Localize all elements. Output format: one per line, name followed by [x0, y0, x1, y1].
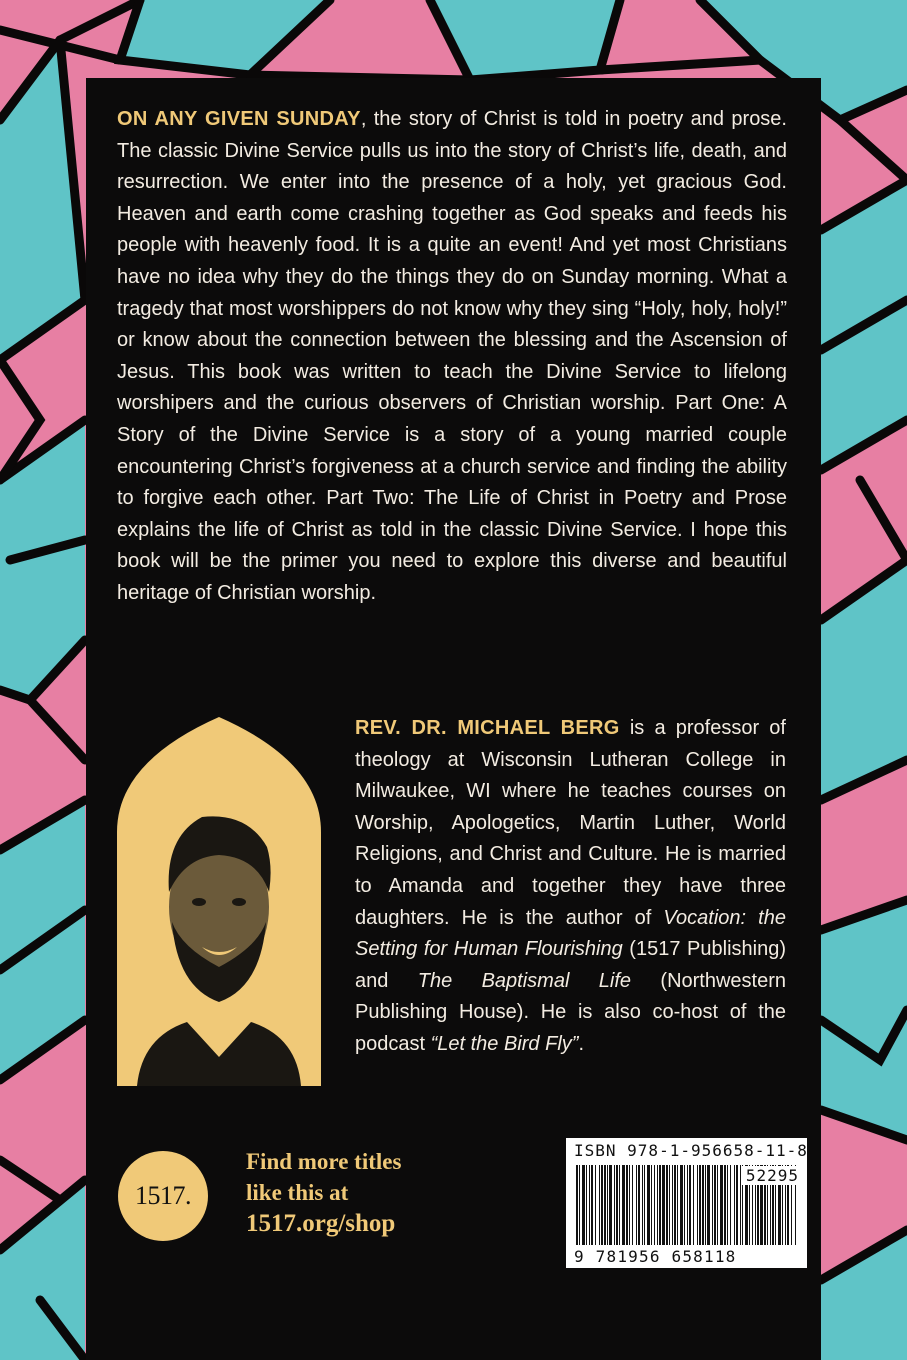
author-portrait — [117, 717, 321, 1086]
publisher-logo-text: 1517. — [135, 1181, 191, 1210]
podcast-title: “Let the Bird Fly” — [430, 1032, 579, 1055]
price-code: 52295 — [742, 1166, 799, 1185]
promo-line-1: Find more titles — [246, 1149, 402, 1174]
description-blurb — [117, 104, 787, 610]
isbn-number: ISBN 978-1-956658-11-8 — [574, 1141, 808, 1160]
book-title-vocation: Vocation: the Setting for Human Flourishing — [355, 906, 786, 961]
author-bio-text-4: . — [578, 1032, 584, 1055]
book-title-baptismal-life: The Baptismal Life — [417, 969, 632, 992]
publisher-logo — [118, 1151, 208, 1241]
author-bio-text-2: (1517 Publishing) and — [355, 938, 786, 992]
isbn-barcode — [566, 1138, 807, 1268]
ean-digits: 9 781956 658118 — [574, 1247, 737, 1266]
author-name: REV. DR. MICHAEL BERG — [355, 717, 620, 739]
promo-url: 1517.org/shop — [246, 1210, 396, 1237]
blurb-body: , the story of Christ is told in poetry and prose. The classic Divine Service pulls us into the story of Christ’s life, death, and resurrection. We enter into the presence of a holy, yet gracious God. Heaven and earth come crashing together as God speaks and feeds his people with heavenly food. It is a quite an event! And yet most Christians have no idea why they do the things they do on Sunday morning. What a tragedy that most worshippers do not know why they sing “Holy, holy, holy!” or know about the connection between the blessing and the Ascension of Jesus. This book was written to teach the Divine Service to lifelong worshipers and the curious observers of Christian worship. Part One: A Story of the Divine Service is a story of a young married couple encountering Christ’s forgiveness at a church service and finding the ability to forgive each other. Part Two: The Life of Christ in Poetry and Prose explains the life of Christ as told in the classic Divine Service. I hope this book will be the primer you need to explore this diverse and beautiful heritage of Christian worship. — [117, 108, 787, 604]
blurb-lead: ON ANY GIVEN SUNDAY — [117, 108, 361, 130]
author-bio-text-1: is a professor of theology at Wisconsin Lutheran College in Milwaukee, WI where he teaches courses on Worship, Apologetics, Martin Luther, World Religions, and Christ and Culture. He is married to Amanda and together they have three daughters. He is the author of — [355, 717, 786, 929]
promo-line-2: like this at — [246, 1180, 349, 1205]
publisher-promo — [246, 1146, 466, 1239]
author-bio-text-3: (Northwestern Publishing House). He is also co-host of the podcast — [355, 969, 786, 1055]
author-bio — [355, 713, 786, 1061]
